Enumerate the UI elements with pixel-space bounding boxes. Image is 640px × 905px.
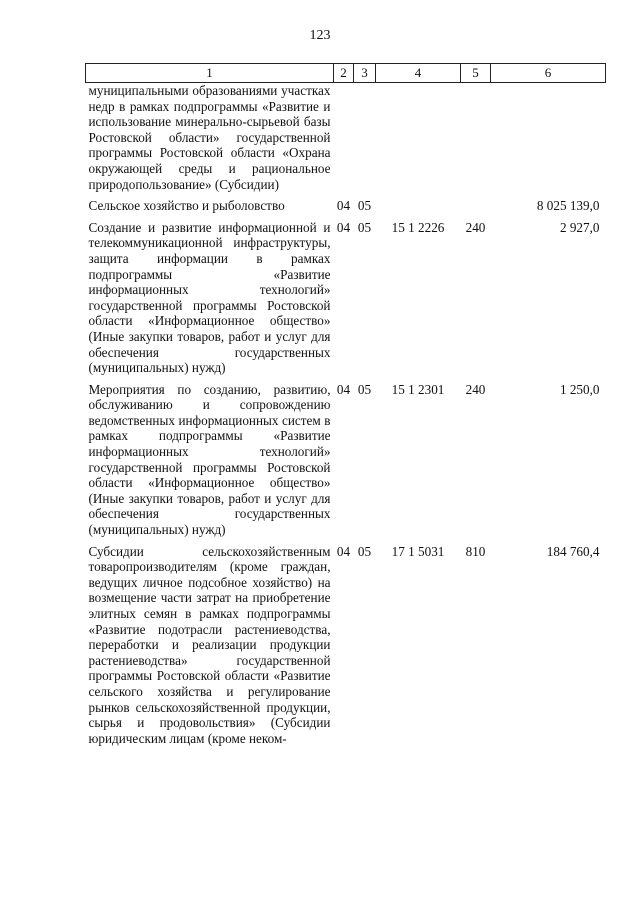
row-target-article: 15 1 2226 [391,219,445,235]
column-header-3: 3 [354,64,376,83]
row-subsection [354,83,376,193]
row-expense-type: 810 [465,543,486,559]
row-amount [491,83,606,193]
column-header-6: 6 [491,64,606,83]
row-subsection: 05 [357,198,372,214]
table-row [86,214,606,376]
row-description: Мероприятия по созданию, развитию, обслуживанию и сопровождению ведомственных информационных систем в рамках подпрограммы «Развитие информационных технологий» государственной программы Ростовской области «Информационное общество» (Иные закупки товаров, работ и услуг для обеспечения государственных (муниципальных) нужд) [88,381,331,538]
budget-table [85,63,606,746]
row-expense-type [461,192,491,214]
table-row [86,192,606,214]
column-header-2: 2 [334,64,354,83]
row-amount: 2 927,0 [559,219,600,235]
row-expense-type: 240 [465,219,486,235]
row-expense-type [461,83,491,193]
row-target-article [376,83,461,193]
row-target-article: 15 1 2301 [391,381,445,397]
row-subsection: 05 [357,381,372,397]
row-expense-type: 240 [465,381,486,397]
row-description: Создание и развитие информационной и телекоммуникационной инфраструктуры, защита информации в рамках подпрограммы «Развитие информационных технологий» государственной программы Ростовской области «Информационное общество» (Иные закупки товаров, работ и услуг для обеспечения государственных (муниципальных) нужд) [88,219,331,376]
row-description: Субсидии сельскохозяйственным товаропроизводителям (кроме граждан, ведущих личное подсобное хозяйство) на возмещение части затрат на приобретение элитных семян в рамках подпрограммы «Развитие подотрасли растениеводства, переработки и реализации продукции растениеводства» государственной программы Ростовской области «Развитие сельского хозяйства и регулирование рынков сельскохозяйственной продукции, сырья и продовольствия» (Субсидии юридическим лицам (кроме неком- [88,543,331,746]
row-target-article [376,192,461,214]
row-subsection: 05 [357,543,372,559]
row-amount: 1 250,0 [559,381,600,397]
page-number: 123 [309,28,331,43]
row-section [334,83,354,193]
column-header-4: 4 [376,64,461,83]
row-amount: 8 025 139,0 [536,198,600,214]
row-amount: 184 760,4 [546,543,600,559]
row-target-article: 17 1 5031 [391,543,445,559]
row-description: Сельское хозяйство и рыболовство [88,198,285,214]
table-row [86,538,606,747]
row-section: 04 [336,219,351,235]
table-header-row [86,64,606,83]
row-section: 04 [336,198,351,214]
table-row [86,376,606,538]
row-subsection: 05 [357,219,372,235]
table-row [86,83,606,193]
column-header-1: 1 [86,64,334,83]
row-section: 04 [336,543,351,559]
row-description: муниципальными образованиями участках недр в рамках подпрограммы «Развитие и использование минерально-сырьевой базы Ростовской области» государственной программы Ростовской области «Охрана окружающей среды и рациональное природопользование» (Субсидии) [88,83,331,192]
column-header-5: 5 [461,64,491,83]
row-section: 04 [336,381,351,397]
